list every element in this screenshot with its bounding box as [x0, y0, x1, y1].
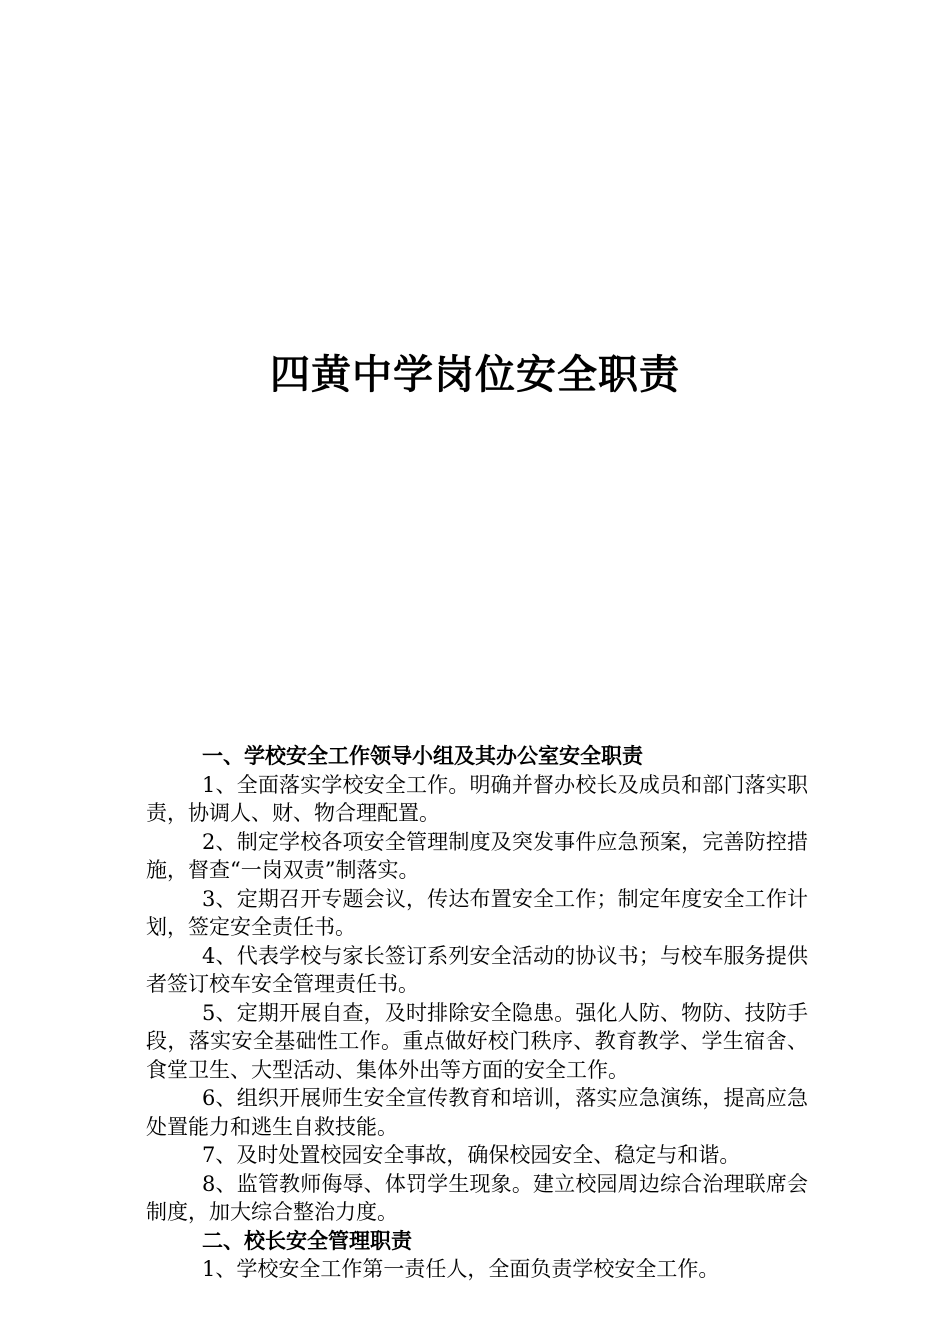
paragraph: 2、制定学校各项安全管理制度及突发事件应急预案，完善防控措施，督查“一岗双责”制落实。 [146, 829, 808, 882]
paragraph: 4、代表学校与家长签订系列安全活动的协议书；与校车服务提供者签订校车安全管理责任书。 [146, 943, 808, 996]
paragraph: 3、定期召开专题会议，传达布置安全工作；制定年度安全工作计划，签定安全责任书。 [146, 886, 808, 939]
section-heading: 二、校长安全管理职责 [202, 1228, 412, 1253]
paragraph: 1、全面落实学校安全工作。明确并督办校长及成员和部门落实职责，协调人、财、物合理配置。 [146, 772, 808, 825]
paragraph: 8、监管教师侮辱、体罚学生现象。建立校园周边综合治理联席会制度，加大综合整治力度。 [146, 1171, 808, 1224]
paragraph: 5、定期开展自查，及时排除安全隐患。强化人防、物防、技防手段，落实安全基础性工作。重点做好校门秩序、教育教学、学生宿舍、食堂卫生、大型活动、集体外出等方面的安全工作。 [146, 1000, 808, 1082]
paragraph: 1、学校安全工作第一责任人，全面负责学校安全工作。 [202, 1257, 720, 1281]
paragraph: 6、组织开展师生安全宣传教育和培训，落实应急演练，提高应急处置能力和逃生自救技能。 [146, 1086, 808, 1139]
document-body [146, 742, 808, 1284]
section-heading: 一、学校安全工作领导小组及其办公室安全职责 [202, 744, 643, 768]
page-title: 四黄中学岗位安全职责 [270, 352, 680, 398]
paragraph: 7、及时处置校园安全事故，确保校园安全、稳定与和谐。 [202, 1143, 741, 1167]
